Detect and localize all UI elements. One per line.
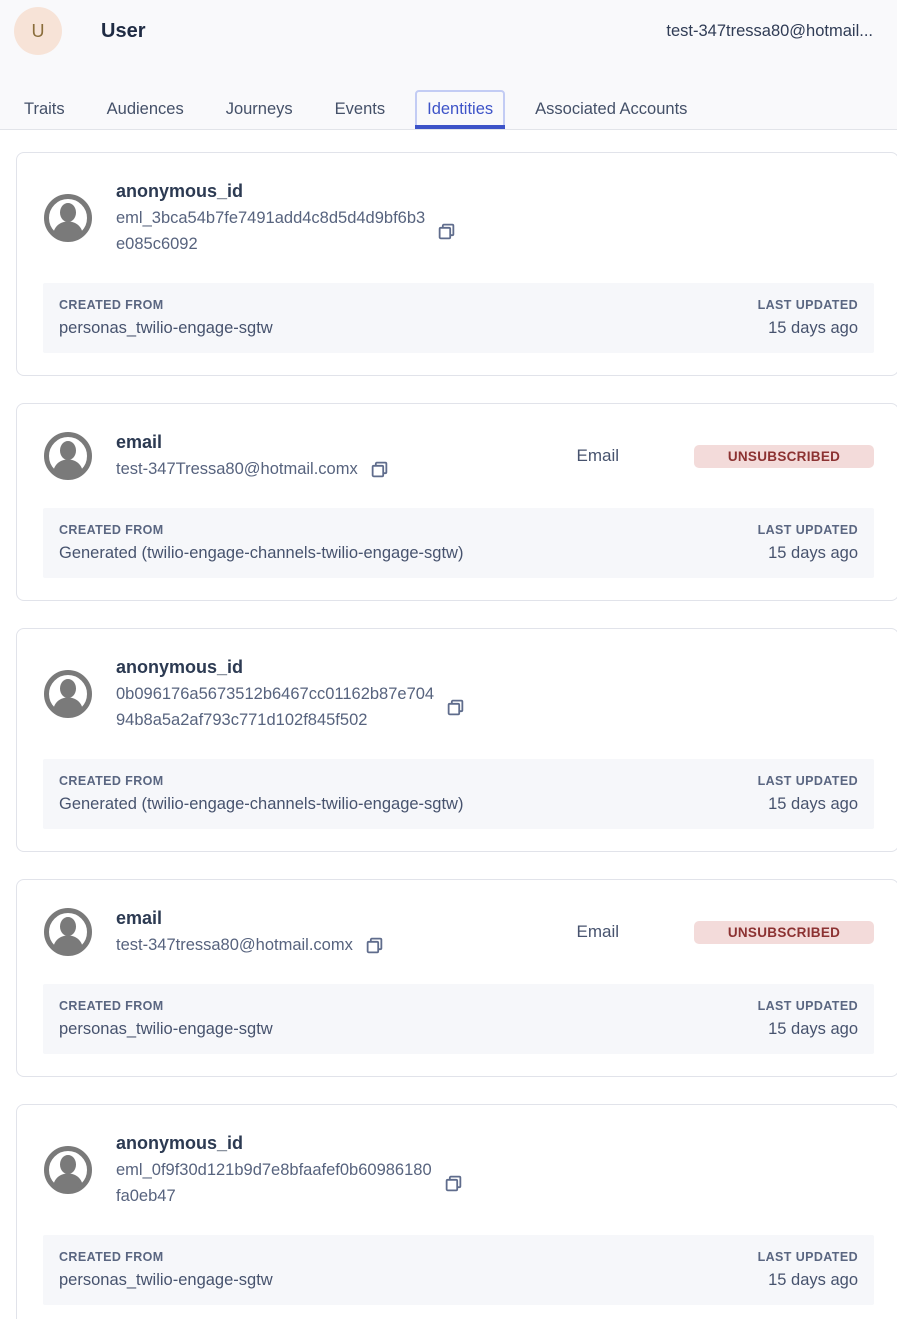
last-updated-label: LAST UPDATED: [757, 774, 858, 788]
identity-meta: [43, 984, 874, 1054]
tab-associated-accounts[interactable]: Associated Accounts: [523, 90, 699, 129]
identity-type: email: [116, 432, 163, 452]
channel-label: Email: [576, 922, 619, 941]
created-from-label: CREATED FROM: [59, 999, 164, 1013]
identity-card-anonymous-id-3: [16, 1104, 897, 1319]
subscription-status-badge: UNSUBSCRIBED: [694, 921, 874, 944]
user-silhouette-icon: [44, 908, 92, 956]
copy-icon[interactable]: [444, 1174, 463, 1193]
created-from-label: CREATED FROM: [59, 298, 164, 312]
created-from-value: Generated (twilio-engage-channels-twilio-engage-sgtw): [59, 795, 464, 813]
last-updated-label: LAST UPDATED: [757, 298, 858, 312]
identity-card-email-2: [16, 879, 897, 1077]
identity-value: 0b096176a5673512b6467cc01162b87e704 94b8a5a2af793c771d102f845f502: [116, 685, 435, 729]
user-silhouette-icon: [44, 670, 92, 718]
user-silhouette-icon: [44, 1146, 92, 1194]
tab-bar: [0, 55, 897, 129]
identity-type: anonymous_id: [116, 657, 244, 677]
avatar: [14, 7, 62, 55]
tab-events[interactable]: Events: [323, 90, 397, 129]
page-title: User: [101, 19, 146, 42]
last-updated-value: 15 days ago: [768, 795, 858, 813]
tab-traits[interactable]: Traits: [12, 90, 77, 129]
user-silhouette-icon: [44, 194, 92, 242]
created-from-label: CREATED FROM: [59, 1250, 164, 1264]
tab-audiences[interactable]: Audiences: [95, 90, 196, 129]
identity-type: email: [116, 908, 163, 928]
last-updated-value: 15 days ago: [768, 544, 858, 562]
profile-header-band: [0, 0, 897, 130]
created-from-value: personas_twilio-engage-sgtw: [59, 1020, 273, 1038]
identity-card-anonymous-id-2: [16, 628, 897, 852]
identity-meta: [43, 283, 874, 353]
identity-type: anonymous_id: [116, 181, 244, 201]
created-from-label: CREATED FROM: [59, 774, 164, 788]
last-updated-label: LAST UPDATED: [757, 523, 858, 537]
identity-meta: [43, 759, 874, 829]
created-from-value: personas_twilio-engage-sgtw: [59, 319, 273, 337]
tab-identities[interactable]: Identities: [415, 90, 505, 129]
identities-list: [0, 130, 897, 1319]
avatar-initial: U: [31, 20, 45, 41]
copy-icon[interactable]: [365, 936, 384, 955]
created-from-value: Generated (twilio-engage-channels-twilio-engage-sgtw): [59, 544, 464, 562]
identity-meta: [43, 508, 874, 578]
copy-icon[interactable]: [370, 460, 389, 479]
identity-value: eml_0f9f30d121b9d7e8bfaafef0b60986180 fa0eb47: [116, 1161, 432, 1205]
copy-icon[interactable]: [446, 698, 465, 717]
last-updated-label: LAST UPDATED: [757, 1250, 858, 1264]
identity-value: test-347Tressa80@hotmail.comx: [116, 460, 358, 478]
identity-value: eml_3bca54b7fe7491add4c8d5d4d9bf6b3 e085c6092: [116, 209, 426, 253]
last-updated-label: LAST UPDATED: [757, 999, 858, 1013]
created-from-value: personas_twilio-engage-sgtw: [59, 1271, 273, 1289]
identity-card-email-1: [16, 403, 897, 601]
last-updated-value: 15 days ago: [768, 319, 858, 337]
user-silhouette-icon: [44, 432, 92, 480]
last-updated-value: 15 days ago: [768, 1020, 858, 1038]
profile-header: [0, 0, 897, 55]
tab-journeys[interactable]: Journeys: [214, 90, 305, 129]
identity-meta: [43, 1235, 874, 1305]
profile-email: test-347tressa80@hotmail...: [666, 21, 873, 40]
identity-type: anonymous_id: [116, 1133, 244, 1153]
identity-value: test-347tressa80@hotmail.comx: [116, 936, 353, 954]
copy-icon[interactable]: [437, 222, 456, 241]
last-updated-value: 15 days ago: [768, 1271, 858, 1289]
subscription-status-badge: UNSUBSCRIBED: [694, 445, 874, 468]
created-from-label: CREATED FROM: [59, 523, 164, 537]
channel-label: Email: [576, 446, 619, 465]
identity-card-anonymous-id-1: [16, 152, 897, 376]
